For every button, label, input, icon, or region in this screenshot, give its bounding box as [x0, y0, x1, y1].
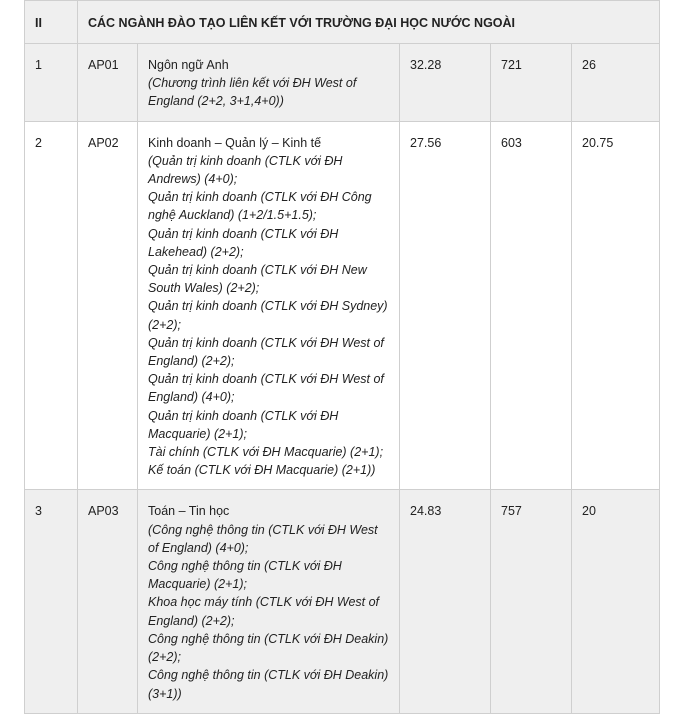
- admissions-table: [24, 0, 660, 714]
- program-detail: Quản trị kinh doanh (CTLK với ĐH New South Wales) (2+2);: [148, 263, 367, 296]
- program-detail: (Công nghệ thông tin (CTLK với ĐH West of England) (4+0);: [148, 522, 378, 555]
- program-detail: (Chương trình liên kết với ĐH West of England (2+2, 3+1,4+0)): [148, 76, 357, 109]
- program-detail: Công nghệ thông tin (CTLK với ĐH Macquarie) (2+1);: [148, 559, 342, 592]
- table-row: [25, 121, 660, 490]
- program-detail: Tài chính (CTLK với ĐH Macquarie) (2+1);: [148, 445, 384, 460]
- major-name: Ngôn ngữ Anh: [148, 58, 229, 72]
- section-header-row: [25, 1, 660, 44]
- score-2: 721: [491, 44, 572, 122]
- program-code: AP02: [78, 121, 138, 490]
- score-1: 24.83: [400, 490, 491, 713]
- score-1: 32.28: [400, 44, 491, 122]
- program-code: AP03: [78, 490, 138, 713]
- section-index: II: [25, 1, 78, 44]
- score-3: 20: [572, 490, 660, 713]
- score-1: 27.56: [400, 121, 491, 490]
- section-title: CÁC NGÀNH ĐÀO TẠO LIÊN KẾT VỚI TRƯỜNG ĐẠI HỌC NƯỚC NGOÀI: [78, 1, 660, 44]
- program-detail: Quản trị kinh doanh (CTLK với ĐH Công nghệ Auckland) (1+2/1.5+1.5);: [148, 190, 372, 223]
- program-detail: Công nghệ thông tin (CTLK với ĐH Deakin) (2+2);: [148, 631, 389, 665]
- program-detail: Công nghệ thông tin (CTLK với ĐH Deakin) (3+1)): [148, 668, 389, 701]
- program-detail: Khoa học máy tính (CTLK với ĐH West of England) (2+2);: [148, 595, 380, 628]
- row-index: 1: [25, 44, 78, 122]
- program-detail: Quản trị kinh doanh (CTLK với ĐH Lakehead) (2+2);: [148, 226, 339, 259]
- program-detail: Quản trị kinh doanh (CTLK với ĐH Macquarie) (2+1);: [148, 408, 339, 441]
- score-3: 26: [572, 44, 660, 122]
- program-detail: (Quản trị kinh doanh (CTLK với ĐH Andrews) (4+0);: [148, 153, 343, 187]
- row-index: 3: [25, 490, 78, 713]
- table-row: [25, 490, 660, 713]
- score-2: 603: [491, 121, 572, 490]
- program-detail: Quản trị kinh doanh (CTLK với ĐH West of England) (4+0);: [148, 372, 384, 405]
- program-cell: [138, 490, 400, 713]
- table-row: [25, 44, 660, 122]
- program-cell: [138, 121, 400, 490]
- row-index: 2: [25, 121, 78, 490]
- program-cell: [138, 44, 400, 122]
- score-2: 757: [491, 490, 572, 713]
- major-name: Kinh doanh – Quản lý – Kinh tế: [148, 135, 322, 150]
- major-name: Toán – Tin học: [148, 504, 230, 519]
- program-detail: Quản trị kinh doanh (CTLK với ĐH West of England) (2+2);: [148, 335, 384, 369]
- program-detail: Kế toán (CTLK với ĐH Macquarie) (2+1)): [148, 463, 376, 478]
- score-3: 20.75: [572, 121, 660, 490]
- program-detail: Quản trị kinh doanh (CTLK với ĐH Sydney) (2+2);: [148, 299, 388, 332]
- program-code: AP01: [78, 44, 138, 122]
